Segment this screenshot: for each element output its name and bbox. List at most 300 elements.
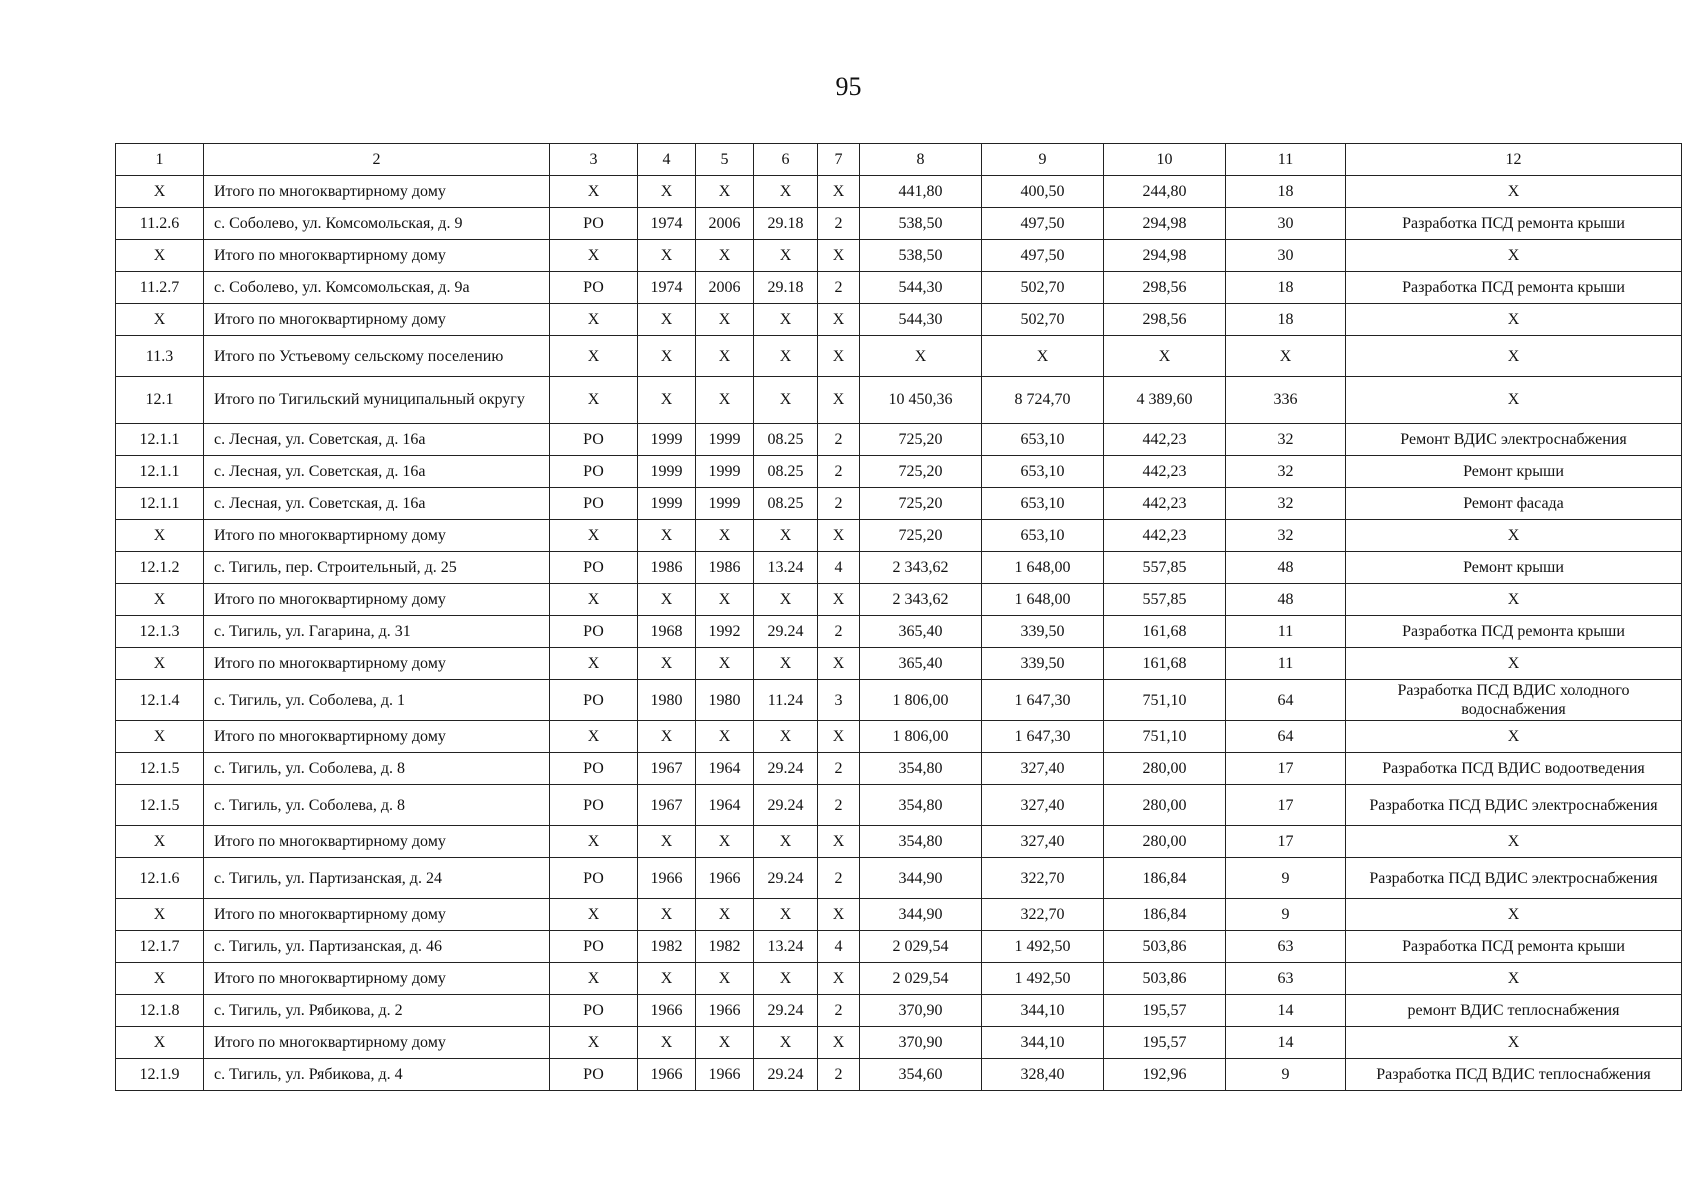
cell-col-6: 29.24 — [754, 858, 818, 899]
cell-col-7: Х — [818, 240, 860, 272]
cell-owner-type: Х — [550, 304, 638, 336]
cell-col-11: 32 — [1226, 456, 1346, 488]
cell-col-8: 365,40 — [860, 616, 982, 648]
cell-col-9: 653,10 — [982, 424, 1104, 456]
cell-col-6: 29.24 — [754, 753, 818, 785]
cell-col-5: 1999 — [696, 456, 754, 488]
cell-row-number: Х — [116, 304, 204, 336]
cell-owner-type: Х — [550, 240, 638, 272]
cell-col-5: Х — [696, 648, 754, 680]
cell-col-6: Х — [754, 1027, 818, 1059]
table-row — [116, 753, 1682, 785]
cell-address: с. Тигиль, ул. Партизанская, д. 24 — [204, 858, 550, 899]
cell-work-type: Х — [1346, 304, 1682, 336]
cell-col-4: 1982 — [638, 931, 696, 963]
cell-col-11: 32 — [1226, 520, 1346, 552]
cell-col-8: 725,20 — [860, 520, 982, 552]
cell-col-9: 1 647,30 — [982, 721, 1104, 753]
cell-row-number: Х — [116, 240, 204, 272]
cell-col-7: Х — [818, 899, 860, 931]
cell-col-8: 725,20 — [860, 488, 982, 520]
cell-col-11: 30 — [1226, 240, 1346, 272]
cell-col-7: 2 — [818, 785, 860, 826]
cell-col-9: 328,40 — [982, 1059, 1104, 1091]
cell-col-6: 08.25 — [754, 456, 818, 488]
cell-col-10: 244,80 — [1104, 176, 1226, 208]
cell-col-11: 17 — [1226, 826, 1346, 858]
table-row — [116, 826, 1682, 858]
cell-work-type: Ремонт фасада — [1346, 488, 1682, 520]
header-cell: 5 — [696, 144, 754, 176]
cell-work-type: Разработка ПСД ВДИС теплоснабжения — [1346, 1059, 1682, 1091]
cell-work-type: Разработка ПСД ВДИС электроснабжения — [1346, 785, 1682, 826]
cell-owner-type: РО — [550, 753, 638, 785]
cell-row-number: 12.1.5 — [116, 753, 204, 785]
cell-address: с. Лесная, ул. Советская, д. 16а — [204, 456, 550, 488]
cell-col-8: 370,90 — [860, 1027, 982, 1059]
cell-col-5: 1992 — [696, 616, 754, 648]
cell-col-5: 1986 — [696, 552, 754, 584]
table-row — [116, 584, 1682, 616]
cell-col-11: 9 — [1226, 899, 1346, 931]
cell-col-8: 538,50 — [860, 240, 982, 272]
cell-address: Итого по многоквартирному дому — [204, 240, 550, 272]
cell-col-4: Х — [638, 176, 696, 208]
cell-col-6: 29.24 — [754, 995, 818, 1027]
cell-row-number: 11.2.7 — [116, 272, 204, 304]
cell-work-type: Х — [1346, 899, 1682, 931]
cell-col-4: Х — [638, 721, 696, 753]
cell-col-9: 339,50 — [982, 648, 1104, 680]
cell-work-type: Ремонт ВДИС электроснабжения — [1346, 424, 1682, 456]
cell-col-4: Х — [638, 377, 696, 424]
cell-col-10: 298,56 — [1104, 272, 1226, 304]
cell-work-type: Разработка ПСД ВДИС водоотведения — [1346, 753, 1682, 785]
table-row — [116, 336, 1682, 377]
cell-col-6: Х — [754, 377, 818, 424]
cell-col-10: 294,98 — [1104, 240, 1226, 272]
table-row — [116, 931, 1682, 963]
table-row — [116, 1059, 1682, 1091]
cell-work-type: Х — [1346, 520, 1682, 552]
cell-col-8: 725,20 — [860, 456, 982, 488]
cell-col-6: Х — [754, 304, 818, 336]
table-row — [116, 304, 1682, 336]
cell-owner-type: Х — [550, 336, 638, 377]
cell-work-type: Х — [1346, 826, 1682, 858]
cell-col-10: 442,23 — [1104, 424, 1226, 456]
cell-col-5: 1966 — [696, 1059, 754, 1091]
cell-owner-type: Х — [550, 721, 638, 753]
cell-col-10: 195,57 — [1104, 995, 1226, 1027]
cell-col-9: 400,50 — [982, 176, 1104, 208]
table-row — [116, 208, 1682, 240]
cell-col-7: Х — [818, 304, 860, 336]
cell-col-9: 1 492,50 — [982, 931, 1104, 963]
cell-row-number: Х — [116, 826, 204, 858]
cell-row-number: 12.1.1 — [116, 488, 204, 520]
cell-address: Итого по многоквартирному дому — [204, 520, 550, 552]
cell-row-number: 12.1.9 — [116, 1059, 204, 1091]
cell-col-10: 280,00 — [1104, 753, 1226, 785]
cell-col-10: Х — [1104, 336, 1226, 377]
cell-col-7: Х — [818, 176, 860, 208]
cell-col-8: 2 343,62 — [860, 552, 982, 584]
cell-work-type: Разработка ПСД ремонта крыши — [1346, 616, 1682, 648]
cell-col-6: Х — [754, 648, 818, 680]
cell-col-9: 339,50 — [982, 616, 1104, 648]
cell-address: с. Тигиль, ул. Соболева, д. 8 — [204, 753, 550, 785]
cell-col-5: Х — [696, 963, 754, 995]
cell-col-10: 557,85 — [1104, 552, 1226, 584]
cell-col-5: Х — [696, 520, 754, 552]
cell-address: Итого по многоквартирному дому — [204, 963, 550, 995]
table-row — [116, 377, 1682, 424]
cell-col-6: Х — [754, 584, 818, 616]
header-cell: 7 — [818, 144, 860, 176]
cell-owner-type: РО — [550, 931, 638, 963]
header-cell: 3 — [550, 144, 638, 176]
cell-col-8: 354,80 — [860, 785, 982, 826]
cell-col-11: Х — [1226, 336, 1346, 377]
cell-col-9: 1 492,50 — [982, 963, 1104, 995]
cell-col-6: 29.18 — [754, 272, 818, 304]
cell-owner-type: РО — [550, 552, 638, 584]
cell-col-5: Х — [696, 304, 754, 336]
cell-col-8: 1 806,00 — [860, 680, 982, 721]
cell-row-number: Х — [116, 721, 204, 753]
cell-col-8: 538,50 — [860, 208, 982, 240]
cell-row-number: 12.1.1 — [116, 456, 204, 488]
cell-address: с. Лесная, ул. Советская, д. 16а — [204, 488, 550, 520]
cell-row-number: 12.1.5 — [116, 785, 204, 826]
cell-col-7: 2 — [818, 456, 860, 488]
cell-col-5: 1966 — [696, 995, 754, 1027]
cell-owner-type: РО — [550, 1059, 638, 1091]
cell-work-type: Х — [1346, 1027, 1682, 1059]
cell-col-10: 192,96 — [1104, 1059, 1226, 1091]
cell-address: Итого по многоквартирному дому — [204, 1027, 550, 1059]
cell-col-4: Х — [638, 336, 696, 377]
cell-col-4: 1966 — [638, 858, 696, 899]
cell-col-6: 13.24 — [754, 931, 818, 963]
cell-col-7: Х — [818, 721, 860, 753]
cell-work-type: Х — [1346, 584, 1682, 616]
cell-col-9: 327,40 — [982, 826, 1104, 858]
cell-work-type: Х — [1346, 336, 1682, 377]
cell-col-8: 544,30 — [860, 272, 982, 304]
cell-address: Итого по Устьевому сельскому поселению — [204, 336, 550, 377]
cell-col-4: 1980 — [638, 680, 696, 721]
cell-work-type: Ремонт крыши — [1346, 456, 1682, 488]
cell-work-type: Разработка ПСД ремонта крыши — [1346, 272, 1682, 304]
cell-col-4: Х — [638, 899, 696, 931]
cell-col-9: Х — [982, 336, 1104, 377]
cell-owner-type: РО — [550, 488, 638, 520]
cell-work-type: Х — [1346, 240, 1682, 272]
cell-address: с. Тигиль, ул. Рябикова, д. 2 — [204, 995, 550, 1027]
cell-col-6: 29.18 — [754, 208, 818, 240]
cell-col-6: 29.24 — [754, 785, 818, 826]
cell-col-11: 64 — [1226, 721, 1346, 753]
cell-col-10: 161,68 — [1104, 616, 1226, 648]
cell-col-9: 497,50 — [982, 240, 1104, 272]
cell-col-5: 1964 — [696, 753, 754, 785]
cell-col-9: 1 647,30 — [982, 680, 1104, 721]
cell-col-11: 63 — [1226, 963, 1346, 995]
cell-work-type: Х — [1346, 963, 1682, 995]
cell-owner-type: РО — [550, 680, 638, 721]
header-cell: 10 — [1104, 144, 1226, 176]
header-cell: 8 — [860, 144, 982, 176]
table-row — [116, 680, 1682, 721]
cell-col-9: 502,70 — [982, 272, 1104, 304]
cell-row-number: Х — [116, 584, 204, 616]
cell-col-4: Х — [638, 520, 696, 552]
cell-work-type: ремонт ВДИС теплоснабжения — [1346, 995, 1682, 1027]
cell-row-number: 12.1.1 — [116, 424, 204, 456]
cell-owner-type: РО — [550, 785, 638, 826]
header-cell: 11 — [1226, 144, 1346, 176]
cell-col-7: 4 — [818, 552, 860, 584]
cell-col-9: 344,10 — [982, 995, 1104, 1027]
cell-col-4: 1966 — [638, 995, 696, 1027]
cell-work-type: Разработка ПСД ремонта крыши — [1346, 931, 1682, 963]
cell-col-7: Х — [818, 1027, 860, 1059]
header-row — [116, 144, 1682, 176]
cell-address: Итого по многоквартирному дому — [204, 176, 550, 208]
cell-col-5: Х — [696, 584, 754, 616]
cell-owner-type: Х — [550, 377, 638, 424]
cell-col-11: 32 — [1226, 488, 1346, 520]
cell-col-11: 14 — [1226, 995, 1346, 1027]
cell-col-8: 2 029,54 — [860, 963, 982, 995]
cell-address: с. Тигиль, ул. Соболева, д. 1 — [204, 680, 550, 721]
cell-col-4: Х — [638, 584, 696, 616]
cell-col-8: 354,80 — [860, 753, 982, 785]
cell-col-10: 4 389,60 — [1104, 377, 1226, 424]
cell-owner-type: Х — [550, 584, 638, 616]
cell-col-6: Х — [754, 520, 818, 552]
cell-col-7: Х — [818, 963, 860, 995]
table-row — [116, 899, 1682, 931]
cell-address: с. Тигиль, пер. Строительный, д. 25 — [204, 552, 550, 584]
cell-col-5: 1964 — [696, 785, 754, 826]
cell-col-10: 442,23 — [1104, 456, 1226, 488]
cell-col-10: 186,84 — [1104, 858, 1226, 899]
cell-col-9: 497,50 — [982, 208, 1104, 240]
cell-col-6: Х — [754, 721, 818, 753]
table-row — [116, 858, 1682, 899]
cell-col-5: Х — [696, 1027, 754, 1059]
cell-col-7: 2 — [818, 208, 860, 240]
cell-col-10: 442,23 — [1104, 520, 1226, 552]
cell-col-5: 2006 — [696, 272, 754, 304]
table-row — [116, 520, 1682, 552]
cell-col-6: 08.25 — [754, 488, 818, 520]
cell-address: Итого по многоквартирному дому — [204, 826, 550, 858]
cell-col-8: 2 029,54 — [860, 931, 982, 963]
cell-col-6: 08.25 — [754, 424, 818, 456]
cell-col-11: 11 — [1226, 648, 1346, 680]
cell-col-6: 29.24 — [754, 616, 818, 648]
table-row — [116, 785, 1682, 826]
cell-col-9: 8 724,70 — [982, 377, 1104, 424]
cell-work-type: Х — [1346, 721, 1682, 753]
cell-col-8: 725,20 — [860, 424, 982, 456]
cell-col-4: 1999 — [638, 488, 696, 520]
cell-col-9: 327,40 — [982, 785, 1104, 826]
cell-col-7: 2 — [818, 995, 860, 1027]
cell-col-10: 280,00 — [1104, 785, 1226, 826]
cell-address: Итого по многоквартирному дому — [204, 304, 550, 336]
cell-col-9: 1 648,00 — [982, 552, 1104, 584]
cell-col-9: 502,70 — [982, 304, 1104, 336]
cell-col-10: 294,98 — [1104, 208, 1226, 240]
cell-col-5: Х — [696, 826, 754, 858]
table-row — [116, 1027, 1682, 1059]
cell-col-4: 1986 — [638, 552, 696, 584]
cell-col-7: 2 — [818, 1059, 860, 1091]
table-row — [116, 552, 1682, 584]
table-row — [116, 616, 1682, 648]
cell-address: с. Соболево, ул. Комсомольская, д. 9а — [204, 272, 550, 304]
cell-col-4: 1968 — [638, 616, 696, 648]
cell-col-10: 298,56 — [1104, 304, 1226, 336]
cell-row-number: Х — [116, 1027, 204, 1059]
cell-col-11: 9 — [1226, 1059, 1346, 1091]
cell-address: с. Тигиль, ул. Партизанская, д. 46 — [204, 931, 550, 963]
cell-work-type: Х — [1346, 176, 1682, 208]
cell-col-6: 29.24 — [754, 1059, 818, 1091]
cell-col-6: Х — [754, 826, 818, 858]
table-row — [116, 648, 1682, 680]
cell-col-5: 2006 — [696, 208, 754, 240]
cell-work-type: Х — [1346, 377, 1682, 424]
cell-col-11: 18 — [1226, 176, 1346, 208]
table-row — [116, 240, 1682, 272]
cell-row-number: 12.1.3 — [116, 616, 204, 648]
table-row — [116, 488, 1682, 520]
cell-col-11: 17 — [1226, 753, 1346, 785]
cell-col-6: Х — [754, 336, 818, 377]
cell-col-11: 63 — [1226, 931, 1346, 963]
cell-col-7: Х — [818, 826, 860, 858]
cell-col-11: 17 — [1226, 785, 1346, 826]
table-row — [116, 721, 1682, 753]
cell-col-10: 195,57 — [1104, 1027, 1226, 1059]
cell-owner-type: РО — [550, 424, 638, 456]
cell-col-5: Х — [696, 240, 754, 272]
table-row — [116, 456, 1682, 488]
cell-address: Итого по многоквартирному дому — [204, 721, 550, 753]
cell-col-4: 1967 — [638, 785, 696, 826]
cell-col-9: 322,70 — [982, 858, 1104, 899]
cell-col-9: 653,10 — [982, 488, 1104, 520]
cell-col-6: Х — [754, 899, 818, 931]
cell-col-4: 1966 — [638, 1059, 696, 1091]
cell-col-8: Х — [860, 336, 982, 377]
cell-col-7: Х — [818, 336, 860, 377]
header-cell: 2 — [204, 144, 550, 176]
table-row — [116, 424, 1682, 456]
cell-col-10: 503,86 — [1104, 931, 1226, 963]
cell-col-10: 280,00 — [1104, 826, 1226, 858]
cell-col-6: 13.24 — [754, 552, 818, 584]
header-cell: 12 — [1346, 144, 1682, 176]
cell-row-number: 12.1.6 — [116, 858, 204, 899]
cell-owner-type: РО — [550, 272, 638, 304]
cell-address: с. Тигиль, ул. Гагарина, д. 31 — [204, 616, 550, 648]
cell-col-5: 1966 — [696, 858, 754, 899]
cell-owner-type: РО — [550, 208, 638, 240]
cell-work-type: Разработка ПСД ВДИС холодного водоснабжения — [1346, 680, 1682, 721]
cell-owner-type: Х — [550, 899, 638, 931]
cell-row-number: 12.1.2 — [116, 552, 204, 584]
cell-col-4: 1974 — [638, 272, 696, 304]
cell-col-5: Х — [696, 377, 754, 424]
cell-col-9: 653,10 — [982, 520, 1104, 552]
cell-owner-type: Х — [550, 648, 638, 680]
cell-col-5: Х — [696, 336, 754, 377]
cell-col-8: 2 343,62 — [860, 584, 982, 616]
cell-col-7: 4 — [818, 931, 860, 963]
cell-address: Итого по многоквартирному дому — [204, 648, 550, 680]
cell-col-11: 32 — [1226, 424, 1346, 456]
cell-col-10: 751,10 — [1104, 680, 1226, 721]
cell-col-4: 1999 — [638, 456, 696, 488]
cell-col-4: Х — [638, 304, 696, 336]
table-row — [116, 963, 1682, 995]
cell-col-7: Х — [818, 584, 860, 616]
cell-col-11: 48 — [1226, 552, 1346, 584]
cell-address: Итого по многоквартирному дому — [204, 584, 550, 616]
cell-row-number: Х — [116, 963, 204, 995]
cell-col-7: 2 — [818, 488, 860, 520]
cell-work-type: Разработка ПСД ремонта крыши — [1346, 208, 1682, 240]
cell-col-11: 48 — [1226, 584, 1346, 616]
cell-col-5: 1999 — [696, 488, 754, 520]
cell-col-7: 2 — [818, 424, 860, 456]
cell-col-5: 1980 — [696, 680, 754, 721]
cell-col-8: 344,90 — [860, 858, 982, 899]
cell-col-7: Х — [818, 520, 860, 552]
cell-col-5: 1999 — [696, 424, 754, 456]
cell-col-9: 344,10 — [982, 1027, 1104, 1059]
cell-owner-type: РО — [550, 616, 638, 648]
cell-row-number: Х — [116, 176, 204, 208]
cell-row-number: Х — [116, 520, 204, 552]
header-cell: 4 — [638, 144, 696, 176]
cell-col-6: 11.24 — [754, 680, 818, 721]
cell-address: с. Лесная, ул. Советская, д. 16а — [204, 424, 550, 456]
cell-col-8: 1 806,00 — [860, 721, 982, 753]
cell-col-11: 18 — [1226, 304, 1346, 336]
cell-col-5: Х — [696, 176, 754, 208]
cell-col-5: Х — [696, 899, 754, 931]
cell-col-11: 30 — [1226, 208, 1346, 240]
cell-owner-type: Х — [550, 826, 638, 858]
cell-owner-type: Х — [550, 1027, 638, 1059]
cell-col-4: Х — [638, 240, 696, 272]
cell-col-5: 1982 — [696, 931, 754, 963]
cell-col-4: Х — [638, 1027, 696, 1059]
cell-col-11: 14 — [1226, 1027, 1346, 1059]
cell-address: с. Тигиль, ул. Рябикова, д. 4 — [204, 1059, 550, 1091]
cell-row-number: 12.1.7 — [116, 931, 204, 963]
cell-col-8: 354,60 — [860, 1059, 982, 1091]
cell-col-8: 370,90 — [860, 995, 982, 1027]
